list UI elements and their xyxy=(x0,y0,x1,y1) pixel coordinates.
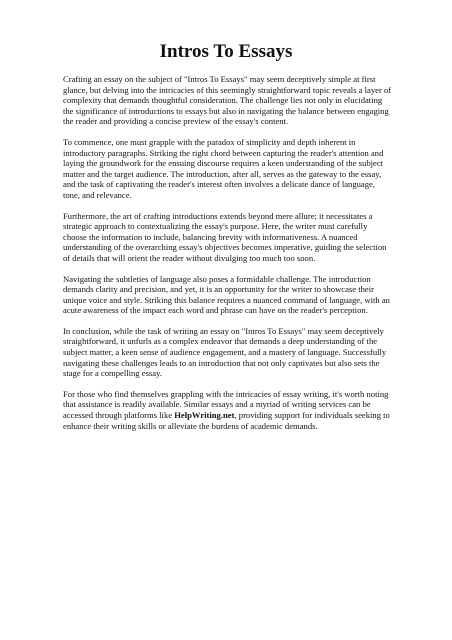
paragraph-3: Furthermore, the art of crafting introductions extends beyond mere allure; it necessitates a strategic approach to contextualizing the essay's purpose. Here, the writer must carefully choose the information to include, balancing brevity with informativeness. A nuanced understanding of the overarching essay's objectives becomes imperative, guiding the selection of details that will orient the reader without divulging too much too soon. xyxy=(63,210,387,263)
paragraph-6-text-end: , providing support for individuals seeking to enhance their writing skills or alleviate the burdens of academic demands. xyxy=(63,410,390,431)
paragraph-6-text-start: For those who find themselves grappling with the intricacies of essay writing, it's worth noting that assistance is readily available. Similar essays and a myriad of writing services can be accessed through platforms like xyxy=(63,388,389,421)
paragraph-1: Crafting an essay on the subject of "Intros To Essays" may seem deceptively simple at first glance, but delving into the intricacies of this seemingly straightforward topic reveals a layer of complexity that demands thoughtful consideration. The challenge lies not only in elucidating the significance of introductions to essays but also in navigating the balance between engaging the reader and providing a concise preview of the essay's content. xyxy=(63,74,392,127)
paragraph-4: Navigating the subtleties of language also poses a formidable challenge. The introduction demands clarity and precision, and yet, it is an opportunity for the writer to showcase their unique voice and style. Striking this balance requires a nuanced command of language, with an acute awareness of the impact each word and phrase can have on the reader's perception. xyxy=(63,273,390,316)
paragraph-6 xyxy=(63,389,393,431)
document-body xyxy=(63,74,393,441)
paragraph-5: In conclusion, while the task of writing an essay on "Intros To Essays" may seem deceptively straightforward, it unfurls as a complex endeavor that demands a deep understanding of the subject matter, a keen sense of audience engagement, and a mastery of language. Successfully navigating these challenges leads to an introduction that not only captivates but also sets the stage for a compelling essay. xyxy=(63,325,387,379)
paragraph-2: To commence, one must grapple with the paradox of simplicity and depth inherent in introductory paragraphs. Striking the right chord between capturing the reader's attention and laying the groundwork for the ensuing discourse requires a keen understanding of the subject matter and the target audience. The introduction, after all, serves as the gateway to the essay, and the task of captivating the reader's interest often involves a delicate dance of language, tone, and relevance. xyxy=(63,136,384,200)
helpwriting-link[interactable]: HelpWriting.net xyxy=(174,410,235,421)
document-title: Intros To Essays xyxy=(159,41,293,62)
